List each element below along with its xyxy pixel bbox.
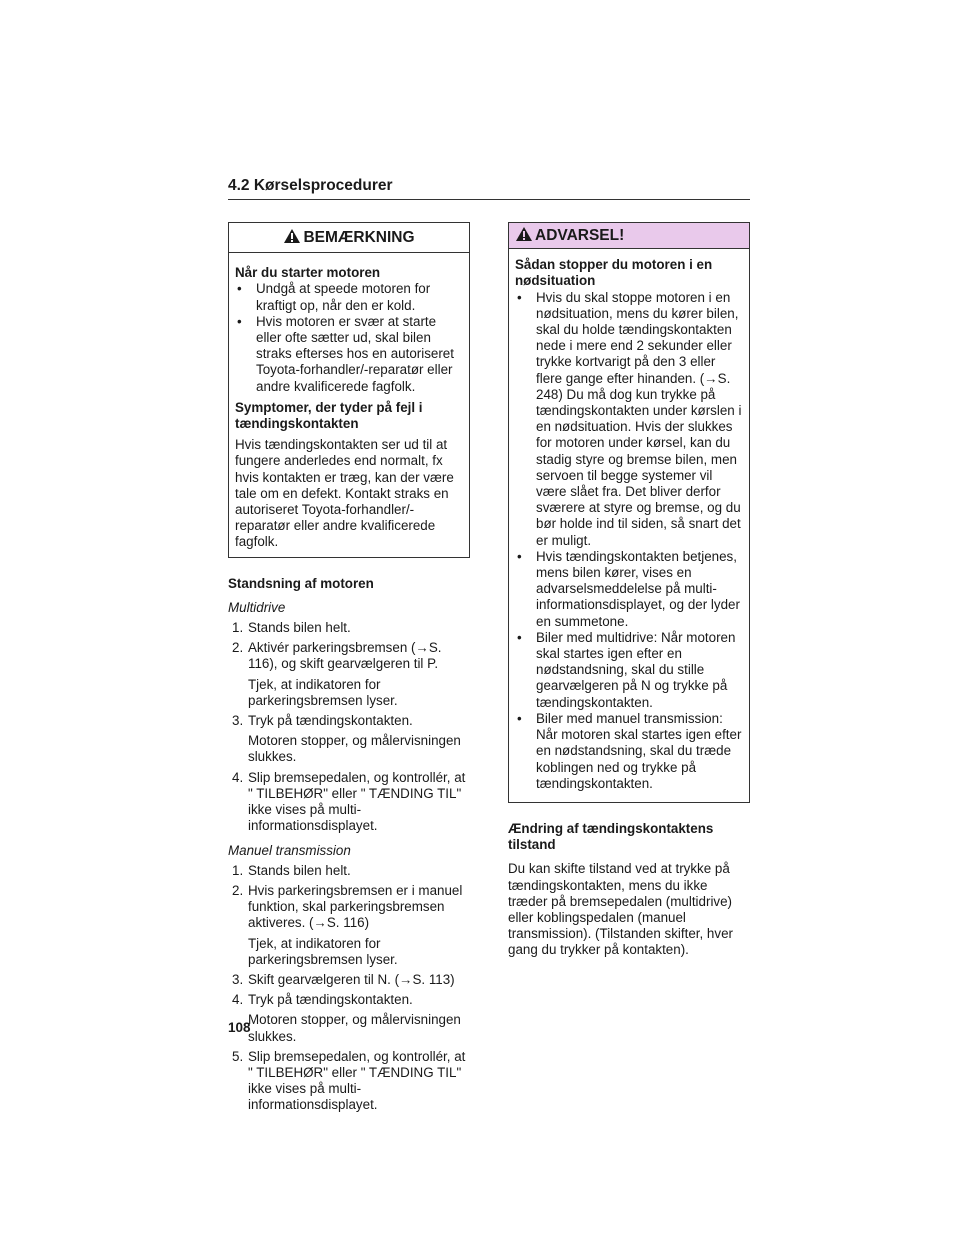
list-item: • Biler med manuel transmission: Når motoren skal startes igen efter en nødstandsning, skal du træde koblingen ned og trykke på tændingskontakten. <box>515 711 743 792</box>
right-column <box>508 222 750 959</box>
list-item <box>228 713 470 766</box>
notice-title: BEMÆRKNING <box>303 229 415 246</box>
changing-heading: Ændring af tændingskontaktens tilstand <box>508 820 714 853</box>
multidrive-steps <box>228 620 470 834</box>
warning-subheading: Sådan stopper du motoren i en nødsituation <box>515 257 713 289</box>
warning-triangle-icon <box>515 226 533 246</box>
warning-bullets <box>515 290 743 792</box>
step-note: Motoren stopper, og målervisningen slukkes. <box>248 1012 461 1044</box>
notice-box <box>228 222 470 558</box>
notice-subheading-symptoms: Symptomer, der tyder på fejl i tændingskontakten <box>235 399 423 432</box>
step-number: 1. <box>232 620 244 636</box>
list-item: • Undgå at speede motoren for kraftigt op, når den er kold. <box>235 281 463 313</box>
list-item: • Hvis motoren er svær at starte eller ofte sætter ud, skal bilen straks efterses hos en autoriseret Toyota-forhandler/-reparatør eller andre kvalificerede fagfolk. <box>235 314 463 395</box>
step-note: Tjek, at indikatoren for parkeringsbremsen lyser. <box>248 676 398 708</box>
manual-steps <box>228 863 470 1114</box>
section-header <box>228 178 750 200</box>
step-text: Aktivér parkeringsbremsen (→S. 116), og skift gearvælgeren til P. <box>248 640 442 672</box>
list-item: • Hvis du skal stoppe motoren i en nødsituation, mens du kører bilen, skal du holde tændingskontakten nede i mere end 2 sekunder eller trykke kortvarigt på den 3 eller flere gange efter hinanden. (→S. 248) Du må dog kun trykke på tændingskontakten under kørslen i en nødsituation. Hvis der slukkes for motoren under kørsel, kan du stadig styre og bremse bilen, men servoen til begge systemer vil være slået fra. Det bliver derfor sværere at styre og bremse, og du bør holde ind til siden, så snart det er muligt. <box>515 290 743 549</box>
step-text: Slip bremsepedalen, og kontrollér, at " TILBEHØR" eller " TÆNDING TIL" ikke vises på multi-informationsdisplayet. <box>248 769 466 834</box>
step-number: 5. <box>232 1048 244 1064</box>
stopping-heading: Standsning af motoren <box>228 575 374 591</box>
step-number: 2. <box>232 882 244 898</box>
list-item: • Hvis tændingskontakten betjenes, mens bilen kører, vises en advarselsmeddelelse på multi-informationsdisplayet, og der lyder en summetone. <box>515 549 743 630</box>
warning-box <box>508 222 750 803</box>
step-note: Motoren stopper, og målervisningen slukkes. <box>248 733 461 765</box>
changing-paragraph: Du kan skifte tilstand ved at trykke på tændingskontakten, mens du ikke træder på bremsepedalen (multidrive) eller koblingspedalen (manuel transmission). (Tilstanden skifter, hver gang du trykker på kontakten). <box>508 861 733 958</box>
step-text: Tryk på tændingskontakten. <box>248 713 413 729</box>
notice-header <box>229 223 469 253</box>
step-number: 2. <box>232 640 244 656</box>
step-number: 4. <box>232 769 244 785</box>
notice-subheading-start: Når du starter motoren <box>235 265 381 281</box>
notice-paragraph: Hvis tændingskontakten ser ud til at fungere anderledes end normalt, fx hvis kontakten er træg, kan der være tale om en defekt. Kontakt straks en autoriseret Toyota-forhandler/-reparatør eller andre kvalificerede fagfolk. <box>235 437 454 550</box>
section-title: 4.2 Kørselsprocedurer <box>228 177 393 194</box>
warning-title: ADVARSEL! <box>535 227 625 244</box>
step-text: Hvis parkeringsbremsen er i manuel funktion, skal parkeringsbremsen aktiveres. (→S. 116) <box>248 882 463 931</box>
step-number: 4. <box>232 992 244 1008</box>
left-column <box>228 222 470 1118</box>
notice-bullets <box>235 281 463 394</box>
list-item <box>228 640 470 709</box>
list-item: • Biler med multidrive: Når motoren skal startes igen efter en nødstandsning, skal du stille gearvælgeren på N og trykke på tændingskontakten. <box>515 630 743 711</box>
warning-triangle-icon <box>283 228 301 248</box>
multidrive-label: Multidrive <box>228 599 286 615</box>
step-number: 3. <box>232 713 244 729</box>
warning-header <box>509 223 749 249</box>
step-text: Tryk på tændingskontakten. <box>248 992 413 1008</box>
list-item <box>228 883 470 968</box>
step-note: Tjek, at indikatoren for parkeringsbremsen lyser. <box>248 935 398 967</box>
step-number: 3. <box>232 971 244 987</box>
list-item <box>228 972 470 988</box>
step-text: Stands bilen helt. <box>248 862 351 878</box>
step-text: Stands bilen helt. <box>248 620 351 636</box>
list-item <box>228 863 470 879</box>
step-text: Slip bremsepedalen, og kontrollér, at " TILBEHØR" eller " TÆNDING TIL" ikke vises på multi-informationsdisplayet. <box>248 1048 466 1113</box>
list-item <box>228 1049 470 1114</box>
list-item <box>228 992 470 1045</box>
list-item <box>228 770 470 835</box>
step-text: Skift gearvælgeren til N. (→S. 113) <box>248 971 455 987</box>
page-number: 108 <box>228 1020 251 1035</box>
list-item <box>228 620 470 636</box>
step-number: 1. <box>232 862 244 878</box>
manual-label: Manuel transmission <box>228 842 351 858</box>
